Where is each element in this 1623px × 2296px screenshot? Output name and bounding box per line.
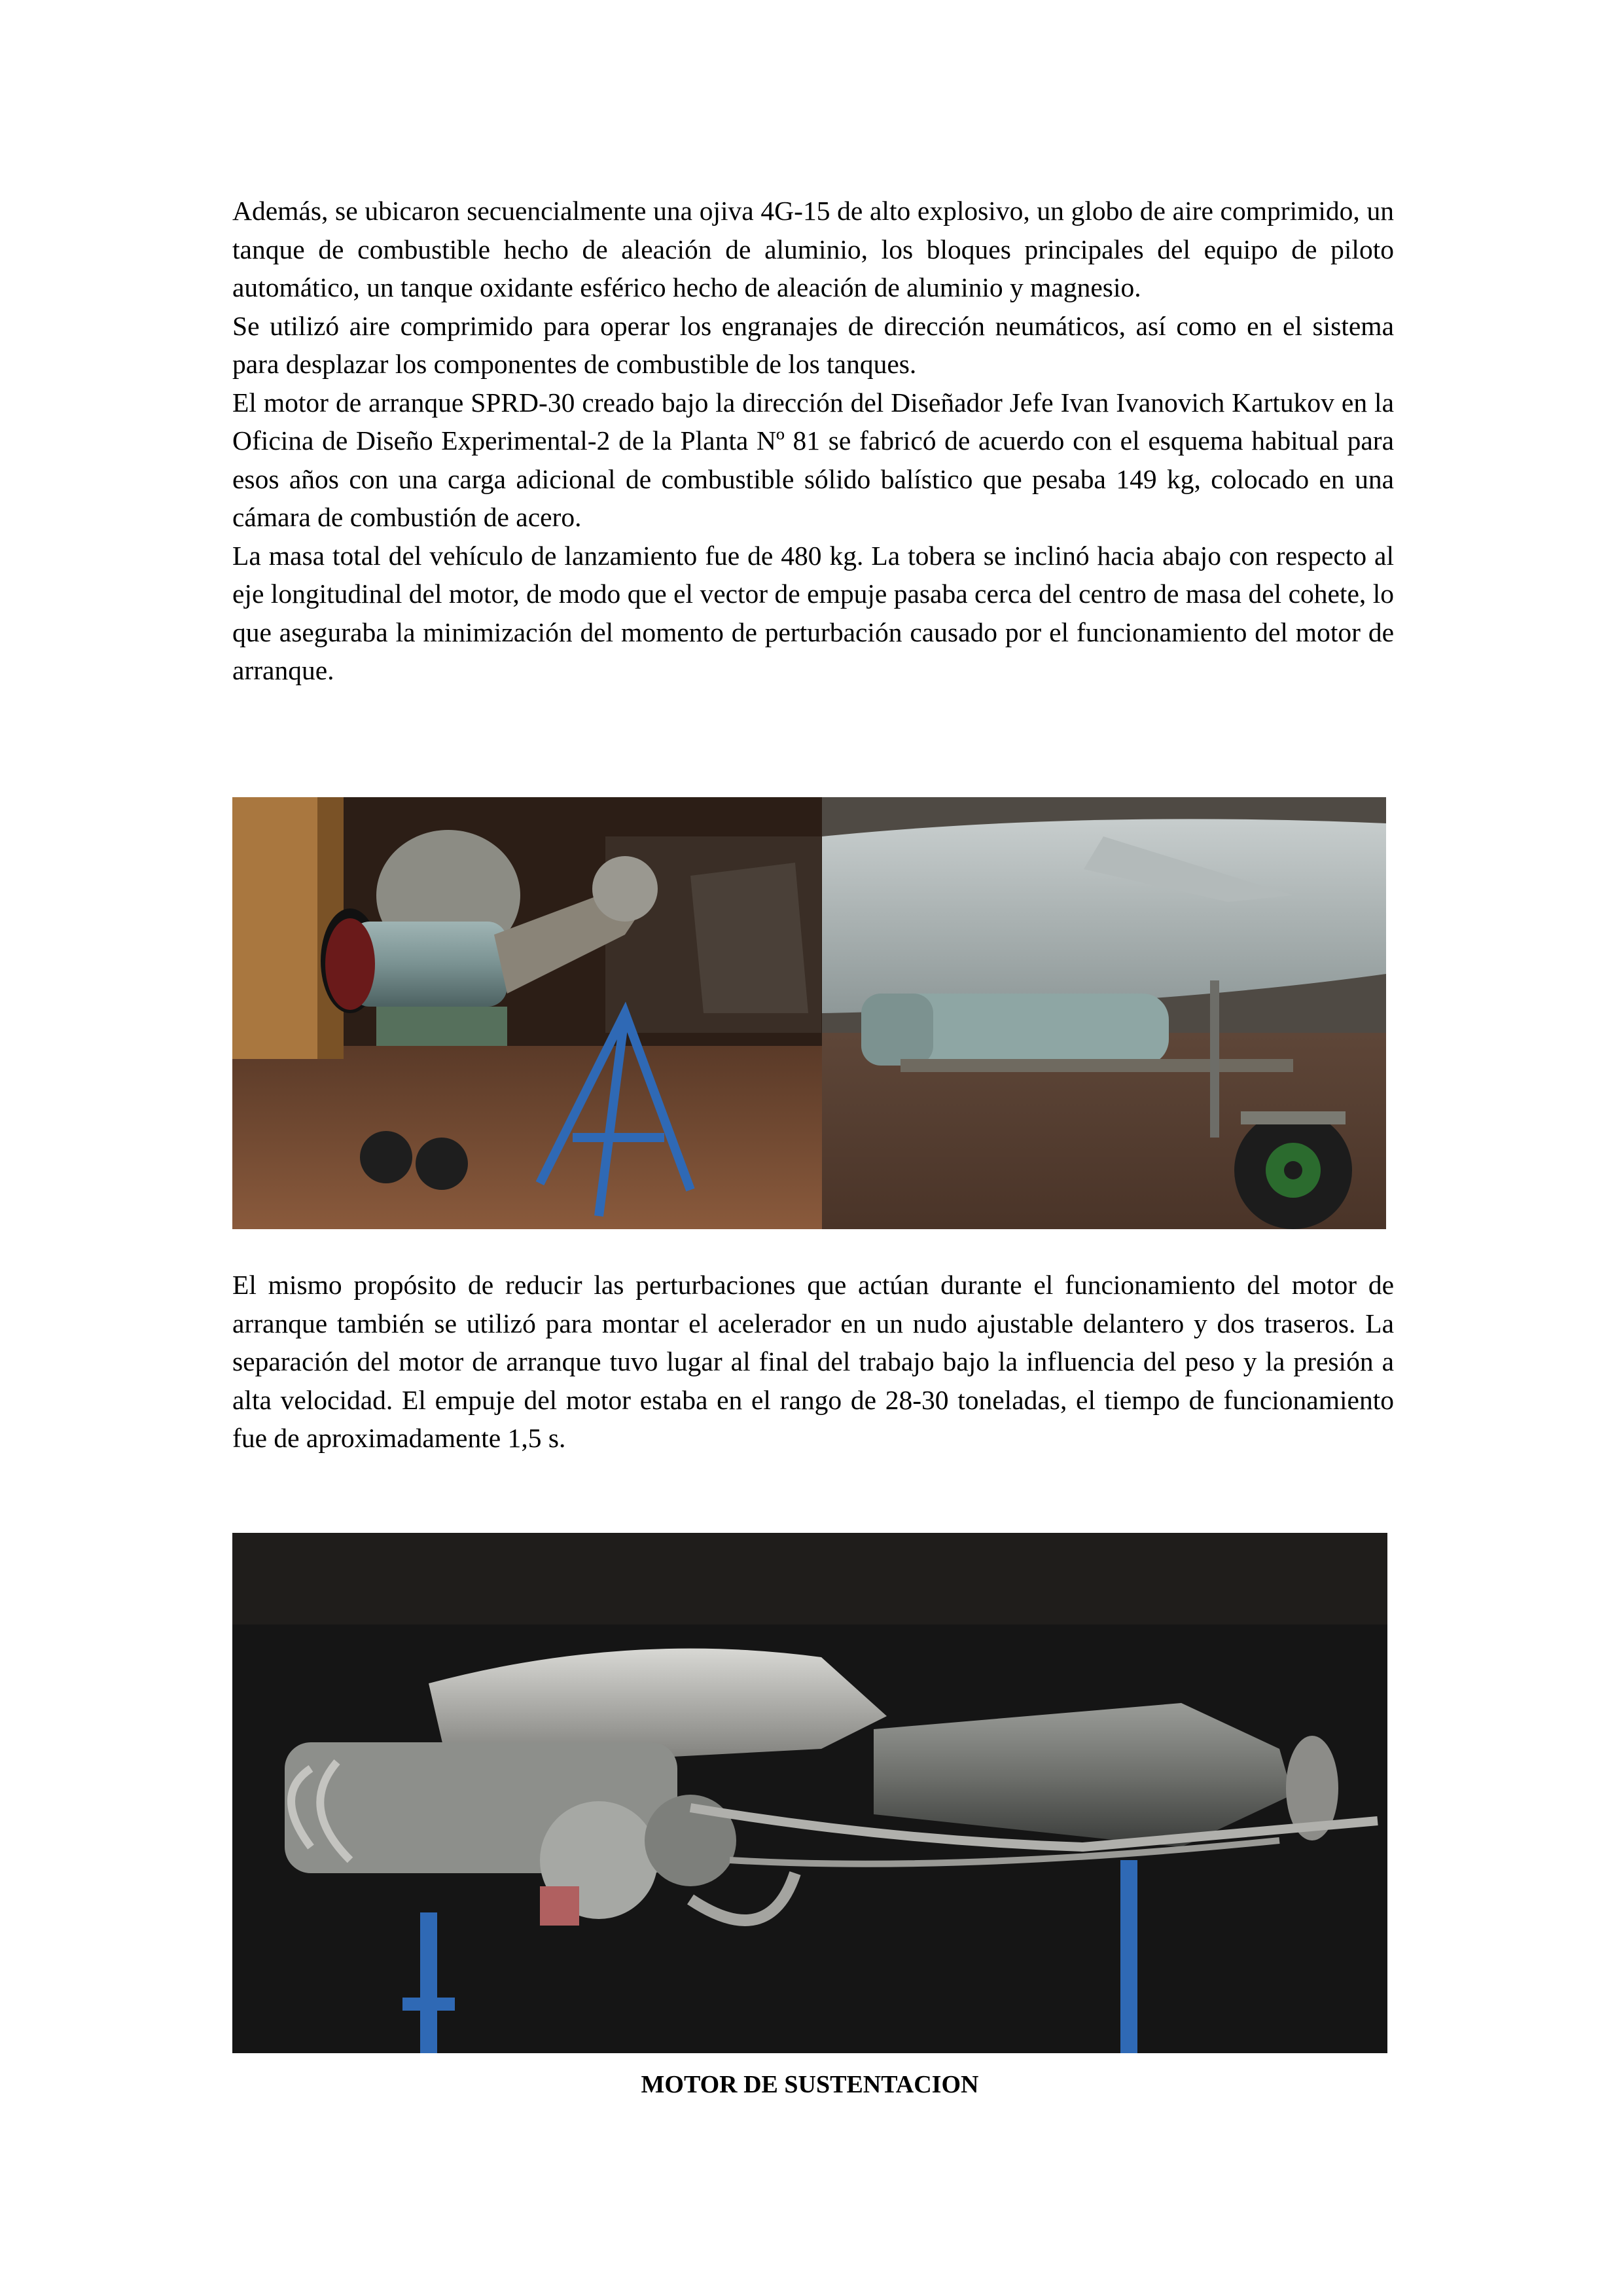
booster-engine-on-stand-photo (232, 797, 822, 1229)
body-text-top (232, 192, 1394, 690)
paragraph: La masa total del vehículo de lanzamiento fue de 480 kg. La tobera se inclinó hacia abajo con respecto al eje longitudinal del motor, de modo que el vector de empuje pasaba cerca del centro de masa del cohete, lo que aseguraba la minimización del momento de perturbación causado por el funcionamiento del motor de arranque. (232, 540, 1394, 685)
photo-caption: MOTOR DE SUSTENTACION (641, 2071, 979, 2098)
paragraph: Se utilizó aire comprimido para operar los engranajes de dirección neumáticos, así como en el sistema para desplazar los componentes de combustible de los tanques. (232, 310, 1394, 379)
body-text-bottom (232, 1266, 1394, 1458)
paragraph: Además, se ubicaron secuencialmente una ojiva 4G-15 de alto explosivo, un globo de aire comprimido, un tanque de combustible hecho de aleación de aluminio, los bloques principales del equipo de piloto automático, un tanque oxidante esférico hecho de aleación de aluminio y magnesio. (232, 196, 1394, 302)
booster-under-missile-photo (822, 797, 1386, 1229)
paragraph: El motor de arranque SPRD-30 creado bajo la dirección del Diseñador Jefe Ivan Ivanovich Kartukov en la Oficina de Diseño Experimental-2 de la Planta Nº 81 se fabricó de acuerdo con el esquema habitual para esos años con una carga adicional de combustible sólido balístico que pesaba 149 kg, colocado en una cámara de combustión de acero. (232, 387, 1394, 532)
paragraph: El mismo propósito de reducir las perturbaciones que actúan durante el funcionamiento del motor de arranque también se utilizó para montar el acelerador en un nudo ajustable delantero y dos traseros. La separación del motor de arranque tuvo lugar al final del trabajo bajo la influencia del peso y la presión a alta velocidad. El empuje del motor estaba en el rango de 28-30 toneladas, el tiempo de funcionamiento fue de aproximadamente 1,5 s. (232, 1270, 1394, 1453)
sustainer-engine-photo (232, 1533, 1387, 2053)
